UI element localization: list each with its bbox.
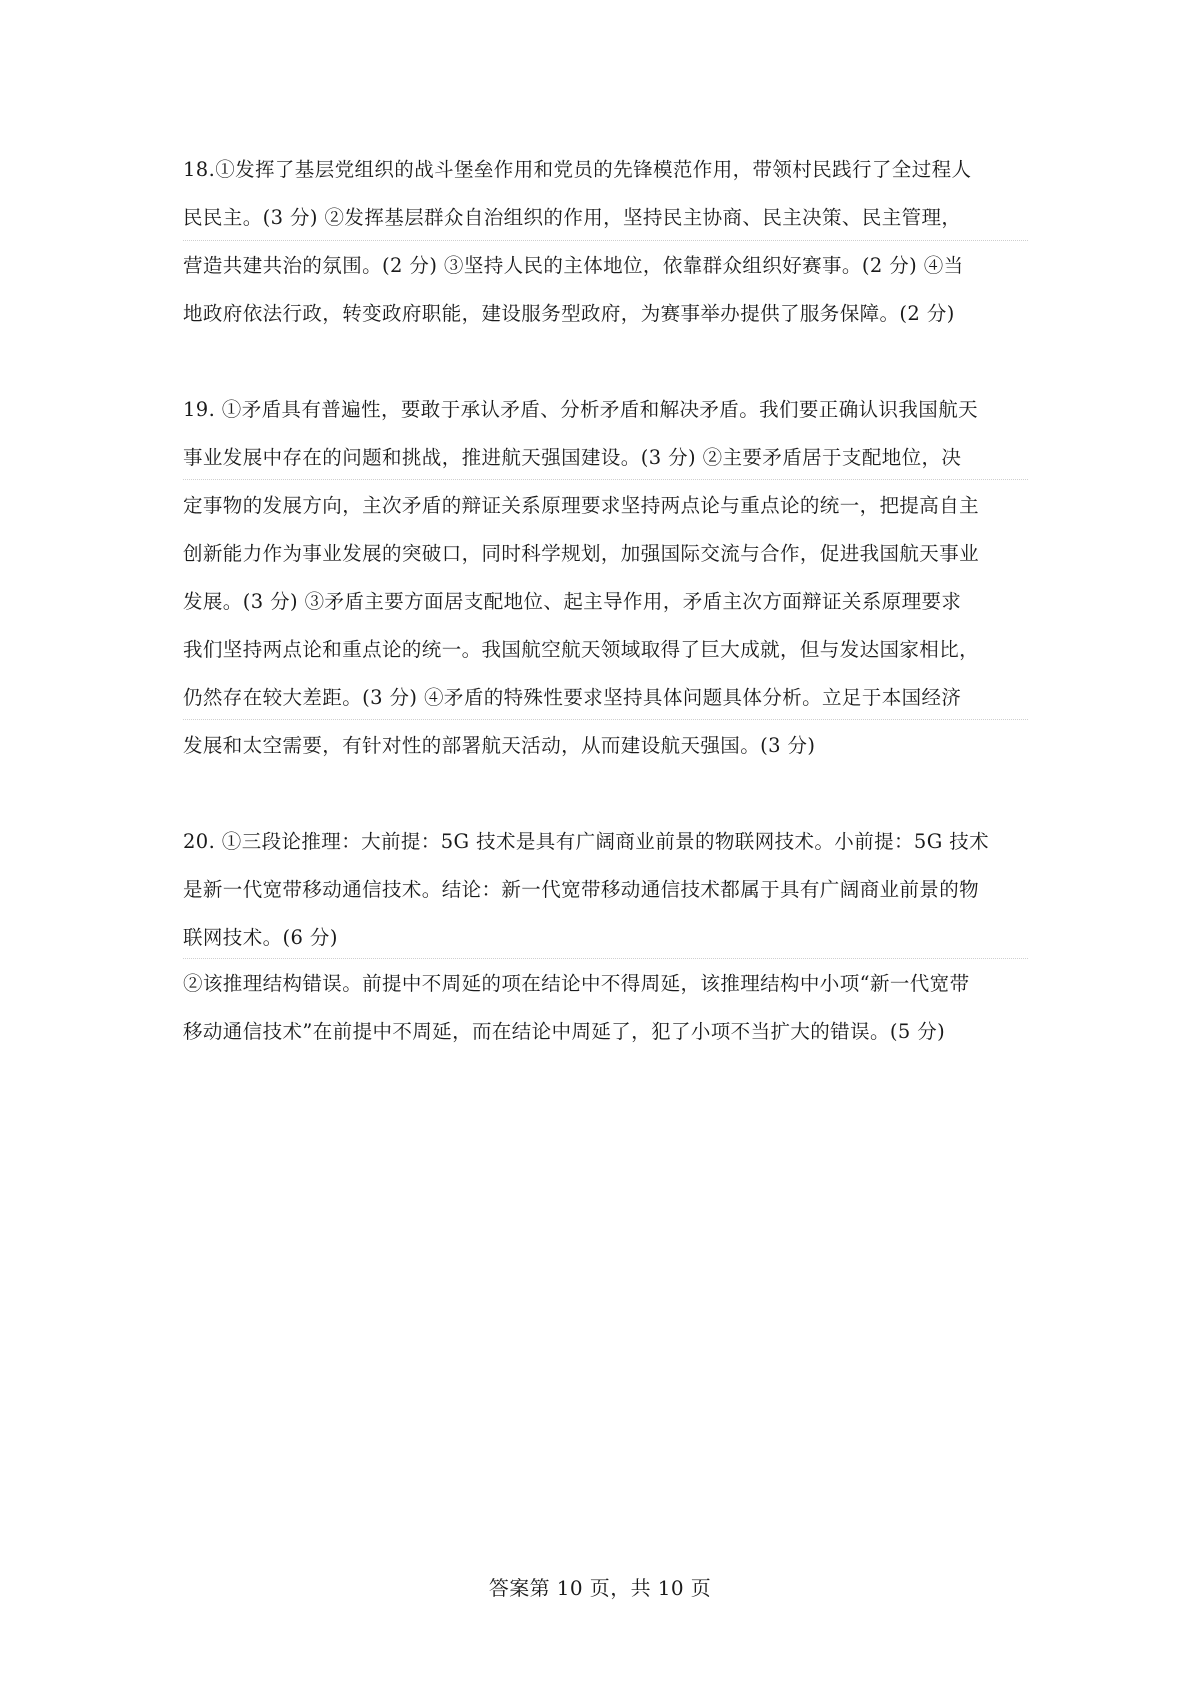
answer-19-line-1: 19. ①矛盾具有普遍性，要敢于承认矛盾、分析矛盾和解决矛盾。我们要正确认识我国航天 [183, 398, 979, 421]
answer-19-line-7: 仍然存在较大差距。(3 分) ④矛盾的特殊性要求坚持具体问题具体分析。立足于本国经济 [183, 686, 962, 709]
answer-18-line-4: 地政府依法行政，转变政府职能，建设服务型政府，为赛事举办提供了服务保障。(2 分) [183, 302, 955, 325]
answer-19-line-2: 事业发展中存在的问题和挑战，推进航天强国建设。(3 分) ②主要矛盾居于支配地位，决 [183, 446, 962, 469]
answer-20-line-1: 20. ①三段论推理：大前提：5G 技术是具有广阔商业前景的物联网技术。小前提：5G 技术 [183, 830, 990, 853]
page-footer: 答案第 10 页，共 10 页 [488, 1576, 712, 1600]
answer-20-line-3: 联网技术。(6 分) [183, 926, 338, 949]
answer-18-line-2: 民民主。(3 分) ②发挥基层群众自治组织的作用，坚持民主协商、民主决策、民主管理， [183, 206, 962, 229]
answer-19-line-8: 发展和太空需要，有针对性的部署航天活动，从而建设航天强国。(3 分) [183, 734, 816, 757]
answer-20-line-5: 移动通信技术”在前提中不周延，而在结论中周延了，犯了小项不当扩大的错误。(5 分) [183, 1020, 946, 1043]
answer-19-line-4: 创新能力作为事业发展的突破口，同时科学规划，加强国际交流与合作，促进我国航天事业 [183, 542, 980, 565]
dotted-rule [183, 958, 1028, 959]
dotted-rule [183, 240, 1028, 241]
dotted-rule [183, 479, 1028, 480]
answer-18-line-3: 营造共建共治的氛围。(2 分) ③坚持人民的主体地位，依靠群众组织好赛事。(2 分) ④当 [183, 254, 964, 277]
answer-20-line-4: ②该推理结构错误。前提中不周延的项在结论中不得周延，该推理结构中小项“新一代宽带 [183, 972, 970, 995]
dotted-rule [183, 719, 1028, 720]
answer-19-line-3: 定事物的发展方向，主次矛盾的辩证关系原理要求坚持两点论与重点论的统一，把提高自主 [183, 494, 980, 517]
answer-19-line-5: 发展。(3 分) ③矛盾主要方面居支配地位、起主导作用，矛盾主次方面辩证关系原理要求 [183, 590, 962, 613]
answer-20-line-2: 是新一代宽带移动通信技术。结论：新一代宽带移动通信技术都属于具有广阔商业前景的物 [183, 878, 980, 901]
answer-19-line-6: 我们坚持两点论和重点论的统一。我国航空航天领域取得了巨大成就，但与发达国家相比， [183, 638, 980, 661]
answer-18-line-1: 18.①发挥了基层党组织的战斗堡垒作用和党员的先锋模范作用，带领村民践行了全过程人 [183, 158, 972, 181]
